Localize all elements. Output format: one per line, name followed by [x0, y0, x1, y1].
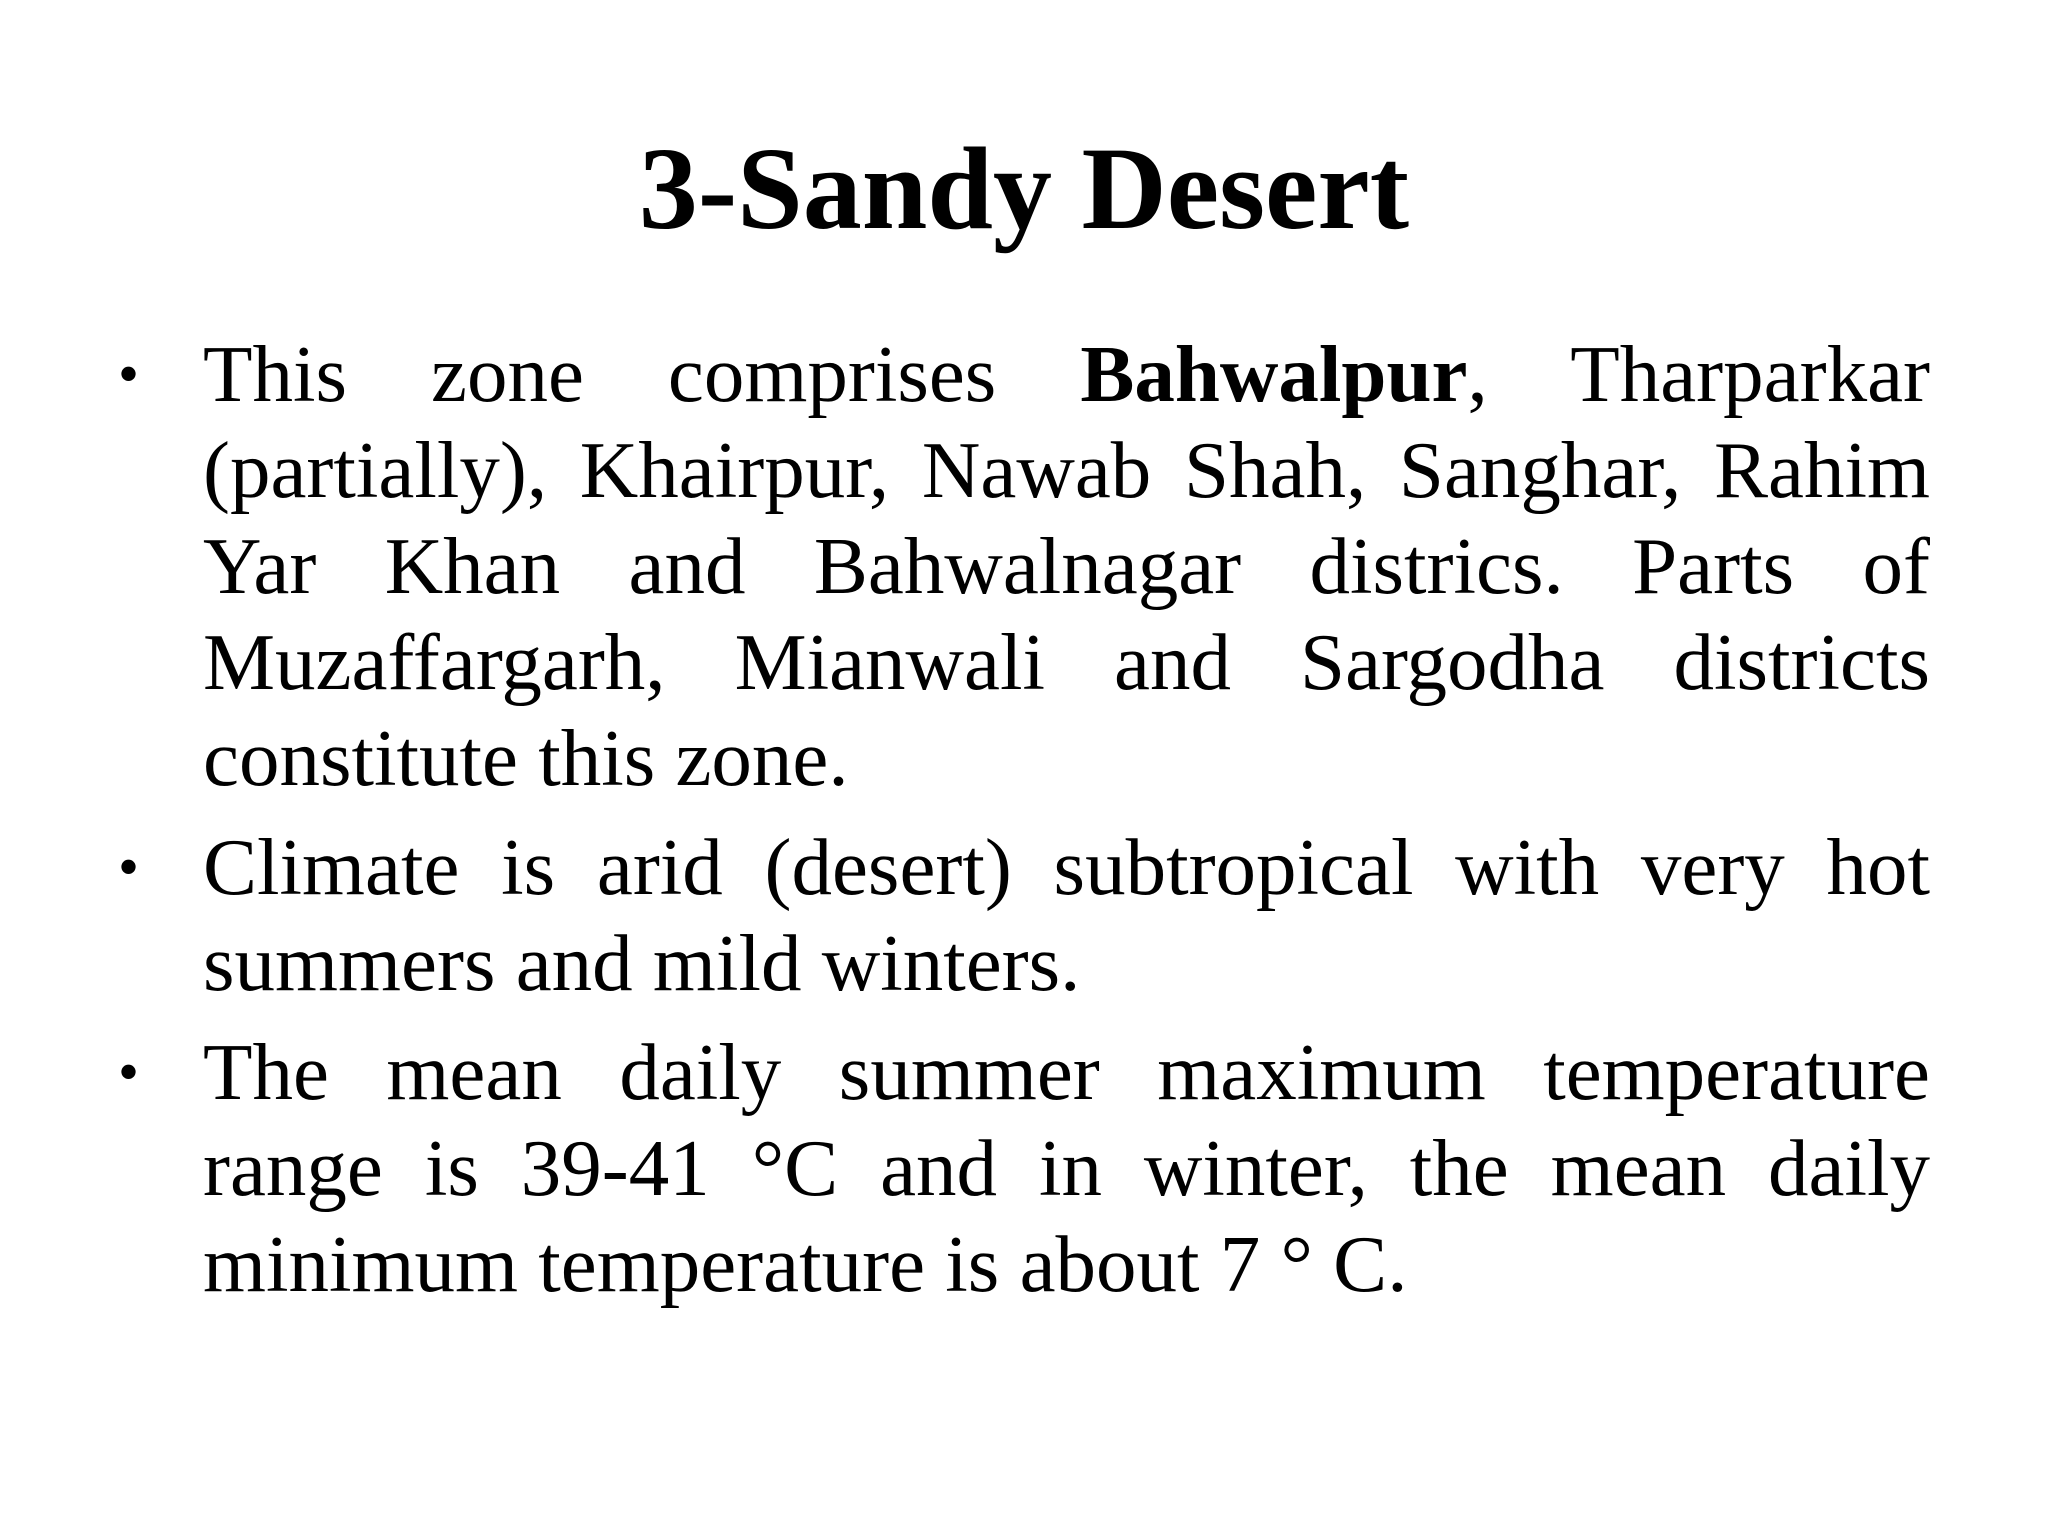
bullet-icon: •	[118, 834, 140, 900]
bullet-item-zone	[118, 326, 1930, 806]
bullet-text: The mean daily summer maximum temperature range is 39-41 °C and in winter, the mean daily minimum temperature is about 7 ° C.	[203, 1027, 1930, 1309]
bullet-icon: •	[118, 1039, 140, 1105]
bullet-item-temperature	[118, 1024, 1930, 1312]
bullet-text-bold-term: Bahwalpur	[1080, 329, 1468, 419]
bullet-list	[118, 326, 1930, 1325]
bullet-icon: •	[118, 341, 140, 407]
bullet-text: Climate is arid (desert) subtropical with very hot summers and mild winters.	[203, 822, 1930, 1008]
bullet-text-before: This zone comprises	[203, 329, 1081, 419]
bullet-text	[203, 326, 1930, 806]
slide-title: 3-Sandy Desert	[638, 123, 1410, 254]
bullet-text-after: , Tharparkar (partially), Khairpur, Nawab Shah, Sanghar, Rahim Yar Khan and Bahwalnagar districs. Parts of Muzaffargarh, Mianwali and Sargodha districts constitute this zone.	[203, 329, 1930, 803]
bullet-item-climate	[118, 819, 1930, 1011]
